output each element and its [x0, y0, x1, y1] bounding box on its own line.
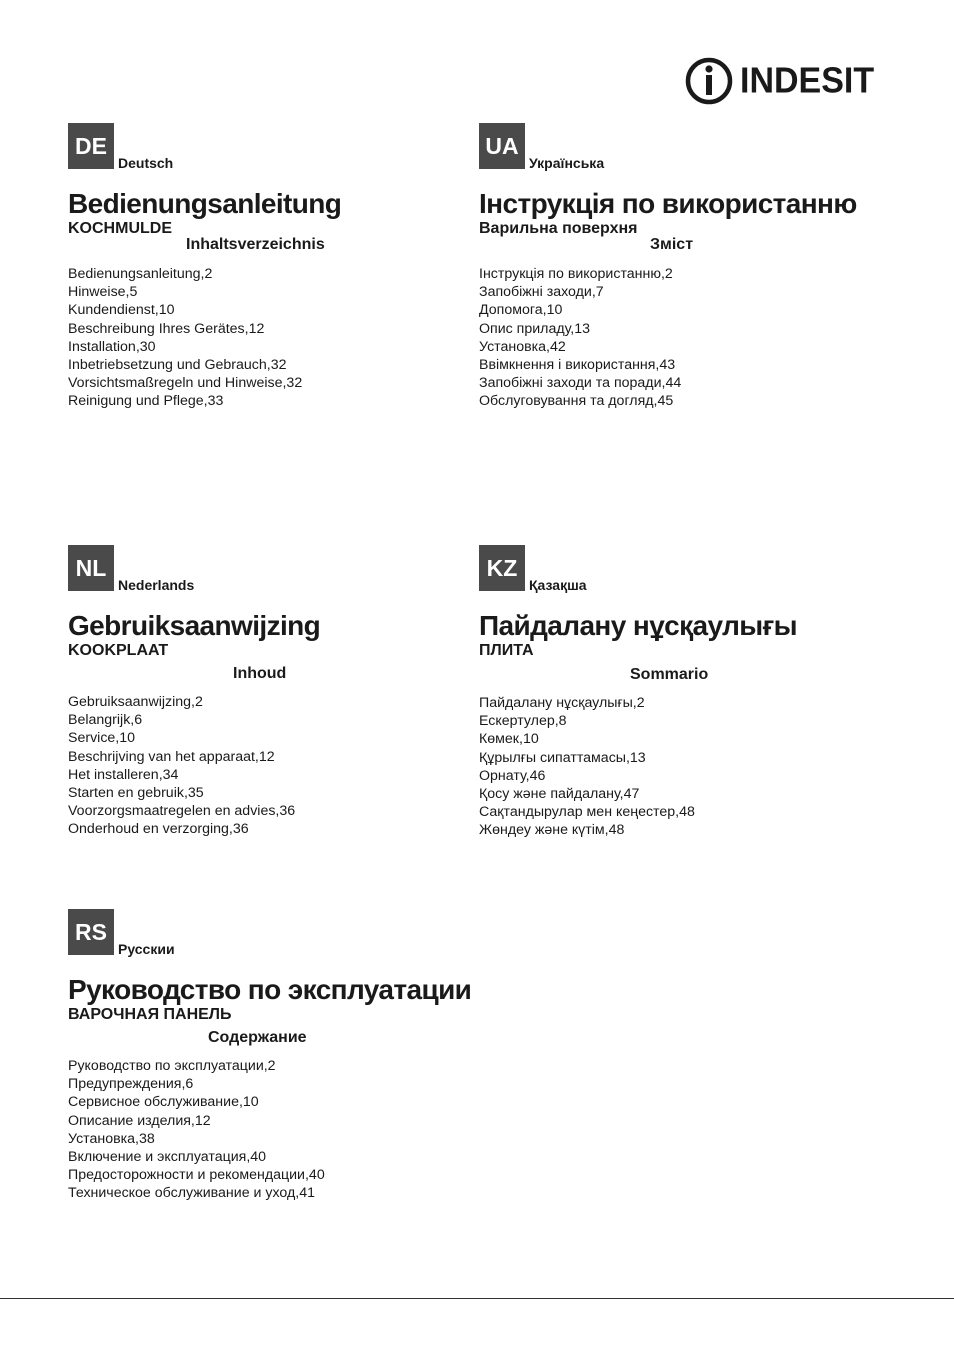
- toc-list: [68, 265, 302, 411]
- language-name: Українська: [529, 155, 605, 171]
- toc-item: Beschrijving van het apparaat,12: [68, 748, 275, 765]
- manual-title: Пайдалану нұсқаулығы: [479, 610, 797, 641]
- language-code-badge: DE: [68, 123, 114, 169]
- toc-item: Сервисное обслуживание,10: [68, 1094, 259, 1111]
- toc-item: Көмек,10: [479, 731, 539, 748]
- section-rs: [68, 909, 472, 1202]
- manual-title: Руководство по эксплуатации: [68, 974, 472, 1005]
- toc-item: Vorsichtsmaßregeln und Hinweise,32: [68, 375, 303, 392]
- toc-heading: Содержание: [208, 1029, 307, 1046]
- toc-item: Starten en gebruik,35: [68, 785, 204, 802]
- section-ua: [479, 123, 879, 410]
- toc-item: Опис приладу,13: [479, 320, 591, 337]
- toc-item: Hinweise,5: [68, 284, 138, 301]
- language-code-badge: NL: [68, 545, 114, 591]
- toc-item: Gebruiksaanwijzing,2: [68, 694, 203, 710]
- toc-item: Пайдалану нұсқаулығы,2: [479, 695, 645, 711]
- language-name: Қазақша: [529, 577, 587, 593]
- toc-item: Описание изделия,12: [68, 1112, 211, 1129]
- section-kz: [479, 545, 879, 839]
- language-code-badge: RS: [68, 909, 114, 955]
- manual-title: Gebruiksaanwijzing: [68, 610, 321, 641]
- toc-item: Запобіжні заходи,7: [479, 284, 604, 301]
- toc-item: Установка,38: [68, 1130, 155, 1147]
- toc-item: Установка,42: [479, 338, 566, 355]
- section-nl: [68, 545, 468, 838]
- toc-item: Ескертулер,8: [479, 713, 567, 730]
- toc-item: Включение и эксплуатация,40: [68, 1149, 267, 1166]
- manual-title: Інструкція по використанню: [479, 188, 857, 219]
- language-name: Deutsch: [118, 155, 174, 171]
- section-de: [68, 123, 468, 410]
- toc-item: Құрылғы сипаттамасы,13: [479, 749, 646, 766]
- toc-item: Руководство по эксплуатации,2: [68, 1058, 276, 1074]
- toc-item: Предосторожности и рекомендации,40: [68, 1167, 325, 1184]
- toc-heading: Inhaltsverzeichnis: [186, 236, 325, 253]
- toc-item: Обслуговування та догляд,45: [479, 393, 674, 410]
- manual-title: Bedienungsanleitung: [68, 188, 342, 219]
- product-type: KOCHMULDE: [68, 220, 172, 237]
- toc-item: Bedienungsanleitung,2: [68, 266, 213, 282]
- toc-item: Service,10: [68, 730, 136, 747]
- language-name: Русскии: [118, 941, 175, 957]
- toc-item: Техническое обслуживание и уход,41: [68, 1185, 315, 1202]
- toc-item: Запобіжні заходи та поради,44: [479, 375, 682, 392]
- product-type: Варильна поверхня: [479, 220, 638, 237]
- toc-list: [68, 693, 295, 839]
- product-type: ПЛИТА: [479, 642, 534, 659]
- toc-item: Reinigung und Pflege,33: [68, 393, 224, 410]
- language-name: Nederlands: [118, 577, 195, 593]
- toc-item: Het installeren,34: [68, 766, 179, 783]
- product-type: KOOKPLAAT: [68, 642, 169, 659]
- toc-item: Допомога,10: [479, 302, 563, 319]
- toc-heading: Inhoud: [233, 665, 287, 682]
- toc-item: Қосу және пайдалану,47: [479, 786, 640, 803]
- brand-name: INDESIT: [740, 61, 875, 101]
- toc-item: Onderhoud en verzorging,36: [68, 821, 249, 838]
- language-code-badge: KZ: [479, 545, 525, 591]
- toc-item: Сақтандырулар мен кеңестер,48: [479, 804, 695, 821]
- toc-list: [479, 265, 681, 411]
- toc-item: Inbetriebsetzung und Gebrauch,32: [68, 357, 287, 374]
- toc-item: Орнату,46: [479, 767, 546, 784]
- footer-rule: [0, 1298, 954, 1299]
- toc-heading: Sommario: [630, 666, 709, 683]
- toc-item: Ввімкнення і використання,43: [479, 357, 676, 374]
- toc-heading: Зміст: [650, 236, 694, 253]
- toc-list: [68, 1057, 325, 1203]
- toc-item: Installation,30: [68, 338, 156, 355]
- toc-item: Belangrijk,6: [68, 712, 143, 729]
- toc-item: Voorzorgsmaatregelen en advies,36: [68, 803, 296, 820]
- toc-item: Інструкція по використанню,2: [479, 266, 673, 282]
- toc-item: Жөндеу және күтім,48: [479, 822, 625, 839]
- toc-item: Kundendienst,10: [68, 302, 175, 319]
- language-code-badge: UA: [479, 123, 525, 169]
- toc-list: [479, 694, 695, 840]
- toc-item: Предупреждения,6: [68, 1076, 194, 1093]
- brand-logo: [684, 56, 874, 106]
- indesit-ring-icon: [684, 56, 734, 106]
- product-type: ВАРОЧНАЯ ПАНЕЛЬ: [68, 1006, 232, 1023]
- toc-item: Beschreibung Ihres Gerätes,12: [68, 320, 265, 337]
